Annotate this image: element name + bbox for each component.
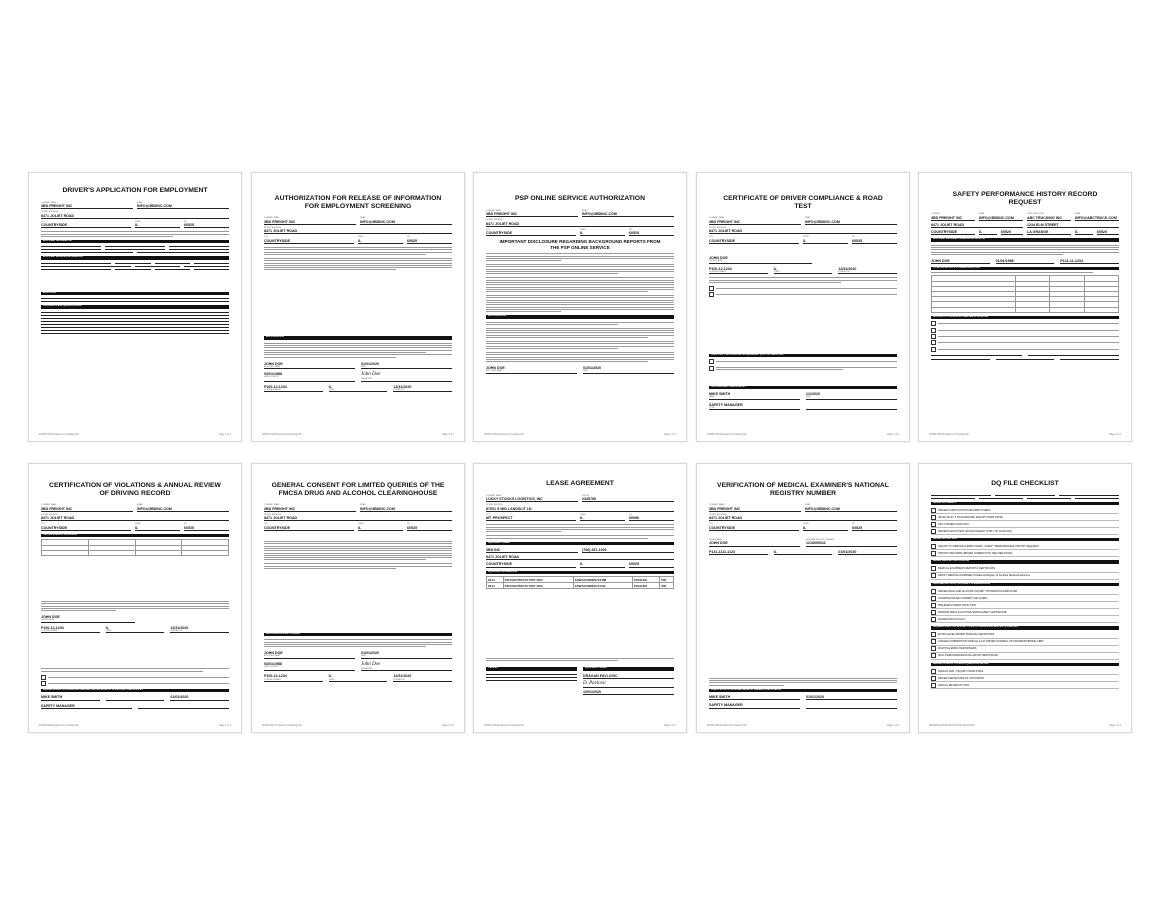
checklist-item-label: MULTIPLE EMPLOYER DRIVERS (938, 647, 977, 651)
page-title: AUTHORIZATION FOR RELEASE OF INFORMATION FOR EMPLOYMENT SCREENING (274, 195, 442, 210)
page-title: PSP ONLINE SERVICE AUTHORIZATION (514, 195, 646, 202)
checklist-item (931, 682, 1119, 689)
applicant-name: JOHN DOE (264, 651, 283, 656)
page-footer: FORM 7001 Prepared by Tracking Hub (39, 434, 79, 436)
checklist-item-label: RANDOM DRUG & ALCOHOL ENROLLMENT CERTIFICATE (938, 610, 1007, 614)
company-zip: 60525 (184, 223, 194, 228)
section-bar: DRUG AND ALCOHOL PROGRAM & CLEARINGHOUSE (931, 583, 1119, 586)
section-bar: ANNUAL REVIEW OF DRIVING RECORD AND CERTIFICATION OF VIOLATIONS COMPLETED BY (41, 689, 229, 692)
checklist-item (931, 609, 1119, 616)
company-city: COUNTRYSIDE (264, 238, 291, 243)
company-address: 8471 JOLIET ROAD (486, 221, 520, 226)
checkbox[interactable] (931, 522, 936, 527)
page-driver-application: DRIVER'S APPLICATION FOR EMPLOYMENT COMPANY NAME 3BD FREIGHT INC EMAIL INFO@3BDINC.COM STREET ADDRESS 8471 JOLIET ROAD CITY COUNTRYSIDE STATE IL ZIP 60525 APPLICANT INFORMATION APPLICANT ADDRESS INFORMATION EDUCATION EXPERIENCE AND QUALIFICATIONS FORM 7001 Prepared by Tracking Hub Page 1 of 1 (28, 172, 242, 442)
checklist-item-label: CLEARINGHOUSE CONSENT AND QUERY (938, 596, 988, 600)
company-email: INFO@3BDINC.COM (805, 506, 840, 511)
license-expiry: 12/31/2020 (393, 384, 412, 389)
company-name: 3BD FREIGHT INC (709, 219, 741, 224)
page-footer: FORM 7009 Prepared by Tracking Hub (707, 725, 747, 727)
checkbox[interactable] (41, 681, 46, 686)
page-number: Page 1 of 1 (442, 725, 454, 727)
page-dq-checklist (918, 463, 1132, 733)
company-zip: 60525 (629, 231, 639, 236)
checklist-item-label: MEDICAL EXAMINER'S REPORT & CERTIFICATE (938, 567, 996, 571)
checklist-item (931, 632, 1119, 639)
section-bar: AUTHORIZATION AND CONSENT (264, 633, 452, 636)
company-address: 8471 JOLIET ROAD (264, 229, 298, 234)
checkbox[interactable] (931, 340, 936, 345)
page-driver-compliance: CERTIFICATE OF DRIVER COMPLIANCE & ROAD TEST COMPANY NAME 3BD FREIGHT INC EMAIL INFO@3BDINC.COM STREET ADDRESS 8471 JOLIET ROAD CITY COUNTRYSIDE STATE IL ZIP 60525 JOHN DOE DRIVER NAME P100-12-1234 LICENSE NUMBER IL STATE 12/31/2020 EXPIRATION ROAD TEST CERTIFICATION OR EQUIVALENT (COPY OF VALID CDL) CERTIFIED AND COMPLETED BY MIKE SMITH NAME 1/1/2020 DATE SAFETY MANAGER TITLE FORM 7004 Prepared by Tracking Hub Page 1 of 1 (696, 172, 910, 442)
page-footer: FORM 7006 Prepared by Tracking Hub (39, 725, 79, 727)
checklist-item (931, 588, 1119, 595)
page-safety-history: SAFETY PERFORMANCE HISTORY RECORD REQUEST COMPANY 3BD FREIGHT INC EMAIL INFO@3BDINC.COM PREV. EMPLOYER ABC TRUCKING INC EMAIL INFO@ABCTRUCK.COM 8471 JOLIET ROAD 1234 ELM STREET COUNTRYSIDE IL 60525 LA GRANGE IL 60525 APPLICANT INFORMATION AND AUTHORIZATION JOHN DOE 01/01/1988 P121-11-1234 TO BE FILLED OUT BY FORMER EMPLOYER ALCOHOL & CONTROLLED SUBSTANCE VIOLATION FORM 7005 Prepared by Tracking Hub Page 1 of 1 (918, 172, 1132, 442)
checklist-item-label: SIGNED DRUG POLICY (938, 617, 966, 621)
page-title: LEASE AGREEMENT (546, 480, 614, 487)
page-title: CERTIFICATION OF VIOLATIONS & ANNUAL REVIEW OF DRIVING RECORD (49, 482, 221, 497)
checkbox[interactable] (931, 347, 936, 352)
page-title: SAFETY PERFORMANCE HISTORY RECORD REQUEST (952, 191, 1098, 206)
carrier-name: LUCKY STOCKS LOGISTICS, INC (486, 497, 543, 501)
checkbox[interactable] (931, 508, 936, 513)
company-city: COUNTRYSIDE (709, 525, 736, 530)
company-state: IL (135, 223, 139, 228)
company-address: 8471 JOLIET ROAD (264, 516, 298, 521)
checklist-item (931, 521, 1119, 528)
driver-name: JOHN DOE (41, 615, 60, 620)
checkbox[interactable] (931, 632, 936, 637)
checklist-item (931, 616, 1119, 623)
license-expiry: 12/31/2020 (393, 674, 412, 679)
company-zip: 60525 (184, 525, 194, 530)
checklist-item-label: DRIVER CERTIFICATE OF VIOLATIONS (938, 676, 984, 680)
equipment-cell: 1DW1A5329BS716488 (573, 577, 632, 583)
equipment-cell: 535 (660, 583, 674, 589)
company-email: INFO@3BDINC.COM (582, 212, 617, 216)
section-bar: ANNUAL UPDATES TO DRIVER QUALIFICATION FILE (931, 663, 1119, 666)
license-number: P121-11-1234 (1060, 258, 1083, 263)
sign-date: 10/01/2020 (583, 689, 601, 694)
carrier-city: MT. PROSPECT (486, 516, 513, 521)
company-city: COUNTRYSIDE (486, 231, 513, 236)
company-state: IL (580, 231, 584, 236)
checkbox[interactable] (931, 683, 936, 688)
checklist-item-label: SKILL PERFORMANCE EVALUATION CERTIFICATE (938, 654, 998, 658)
examiner-title: SAFETY MANAGER (709, 402, 743, 407)
checkbox[interactable] (709, 286, 714, 291)
checkbox[interactable] (931, 617, 936, 622)
checklist-item (931, 550, 1119, 557)
checkbox[interactable] (931, 589, 936, 594)
driver-name: JOHN DOE (709, 541, 728, 546)
license-number: P100-12-1234 (41, 625, 64, 630)
owner-zip: 60525 (629, 562, 639, 567)
section-bar: APPLICANT ADDRESS INFORMATION (41, 256, 229, 259)
checkbox[interactable] (931, 321, 936, 326)
checklist-item-label: PSP CONSENT AND COPY (938, 522, 970, 526)
checkbox[interactable] (931, 610, 936, 615)
company-city: COUNTRYSIDE (264, 525, 291, 530)
equipment-cell: 2014 (487, 583, 504, 589)
checklist-item (931, 668, 1119, 675)
checkbox[interactable] (931, 573, 936, 578)
section-bar: APPLICANT INFORMATION AND AUTHORIZATION (931, 238, 1119, 241)
checkbox[interactable] (931, 328, 936, 333)
section-bar: EDUCATION (41, 292, 229, 295)
section-bar: APPLICANT INFORMATION (41, 240, 229, 243)
section-bar: ROAD TEST CERTIFICATION OR EQUIVALENT (COPY OF VALID CDL) (709, 354, 897, 357)
prev-employer: ABC TRUCKING INC (1027, 215, 1062, 220)
license-expiry: 12/31/2020 (838, 266, 857, 271)
checklist-item (931, 573, 1119, 580)
history-table (931, 275, 1119, 312)
checkbox[interactable] (41, 675, 46, 680)
checklist-item-label: HISTORY RECORDS (DRIVER CORRECTION, RELATED DOCS) (938, 551, 1013, 555)
equipment-cell: TRAILER (632, 577, 659, 583)
section-bar: DRIVER HISTORY FILE (931, 538, 1119, 541)
license-expiry: 12/31/2020 (170, 625, 189, 630)
page-lease-agreement: LEASE AGREEMENT COMPANY NAME LUCKY STOCKS LOGISTICS, INC PHONE 2345789 STREET ADDRESS 87001 S MID LANDSLIT LN CITY MT. PROSPECT STATE IL ZIP 60056 EQUIPMENT OWNER 3BD INC (708) 287-1001 8471 JOLIET ROAD COUNTRYSIDE IL 60525 EQUIPMENT INFORMATION 2014 STOUGHTON 53' DRY VAN 1DW1A5329BS716488 TRAILER 530 2014 STOUGHTON 53' DRY VAN 1DW1A5328ES714411 TRAILER 535 CARRIER EQUIPMENT OWNER DRAGAN PAVLOVIC D. Pavlovic 10/01/2020 FORM 7008 Prepared by Tracking Hub Page 1 of 1 (473, 463, 687, 733)
carrier-state: IL (580, 516, 584, 521)
registry-number: 1216600011 (806, 541, 826, 546)
page-title: CERTIFICATE OF DRIVER COMPLIANCE & ROAD TEST (723, 195, 883, 210)
section-bar: TO BE FILLED OUT BY FORMER EMPLOYER (931, 267, 1119, 270)
company-name: 3BD FREIGHT INC (41, 204, 73, 208)
examiner-name: MIKE SMITH (41, 695, 63, 700)
company-email: INFO@3BDINC.COM (805, 219, 840, 224)
company-email: INFO@3BDINC.COM (360, 219, 395, 224)
review-date: 01/01/2020 (170, 695, 189, 700)
section-bar: DRIVER MEDICAL CERTIFICATION (931, 560, 1119, 563)
checkbox[interactable] (931, 669, 936, 674)
examiner-title: SAFETY MANAGER (41, 703, 75, 708)
exam-date: 1/1/2020 (806, 392, 820, 397)
section-bar: CARRIER (486, 667, 577, 670)
checklist-item (931, 507, 1119, 514)
prev-employer-address: 1234 ELM STREET (1027, 222, 1059, 227)
company-city: COUNTRYSIDE (41, 525, 68, 530)
checklist-item-label: PRE-EMPLOYMENT DRUG TEST (938, 603, 977, 607)
section-bar: EQUIPMENT INFORMATION (486, 571, 674, 574)
checkbox[interactable] (931, 596, 936, 601)
page-footer: FORM 7008 Prepared by Tracking Hub (484, 725, 524, 727)
checklist-item (931, 566, 1119, 573)
license-state: IL (328, 384, 332, 389)
checkbox[interactable] (931, 646, 936, 651)
checkbox[interactable] (931, 566, 936, 571)
checklist-item (931, 514, 1119, 521)
date-of-birth: 03/01/1988 (264, 661, 282, 666)
equipment-cell: 1DW1A5328ES714411 (573, 583, 632, 589)
section-bar: REQUIRED ONLY FOR SPECIAL TYPES OF DRIVERS AND SPECIFIC SITUATIONS (931, 626, 1119, 629)
owner-city: COUNTRYSIDE (486, 562, 513, 567)
sign-date: 01/01/2020 (361, 361, 379, 366)
company-address: 8471 JOLIET ROAD (931, 222, 965, 227)
company-state: IL (358, 238, 362, 243)
checklist-item (931, 543, 1119, 550)
checklist-item (931, 595, 1119, 602)
prev-employer-zip: 60525 (1096, 230, 1107, 234)
examiner-name: MIKE SMITH (709, 392, 731, 397)
company-email: INFO@3BDINC.COM (360, 506, 395, 511)
checklist-item (931, 646, 1119, 653)
company-city: COUNTRYSIDE (41, 223, 68, 228)
company-email: INFO@3BDINC.COM (979, 215, 1014, 220)
owner-signer: DRAGAN PAVLOVIC (583, 673, 618, 678)
checklist-item-label: VERIFY MEDICAL EXAMINER IN National Registry of Certified Medical Examiners (938, 574, 1030, 578)
page-title: DQ FILE CHECKLIST (991, 480, 1059, 487)
equipment-cell: TRAILER (632, 583, 659, 589)
company-name: 3BD FREIGHT INC (709, 506, 741, 511)
license-state: IL (328, 674, 332, 679)
checklist-item (931, 602, 1119, 609)
page-title: VERIFICATION OF MEDICAL EXAMINER'S NATIONAL REGISTRY NUMBER (717, 482, 889, 497)
checklist-sections (931, 502, 1119, 689)
page-number: Page 1 of 1 (442, 434, 454, 436)
sign-date: 01/01/2020 (583, 366, 601, 371)
section-bar: CERTIFIED AND COMPLETED BY (709, 386, 897, 389)
page-title: GENERAL CONSENT FOR LIMITED QUERIES OF THE FMCSA DRUG AND ALCOHOL CLEARINGHOUSE (271, 482, 445, 497)
checkbox[interactable] (931, 334, 936, 339)
company-zip: 60525 (1000, 230, 1011, 234)
carrier-phone: 2345789 (582, 497, 596, 501)
company-zip: 60525 (852, 238, 862, 243)
company-name: 3BD FREIGHT INC (264, 219, 296, 224)
license-number: P121-1111-1123 (709, 549, 735, 554)
company-name: 3BD FREIGHT INC (264, 506, 296, 511)
checklist-item (931, 675, 1119, 682)
owner-phone: (708) 287-1001 (582, 548, 607, 553)
company-state: IL (979, 230, 983, 234)
checkbox[interactable] (709, 292, 714, 297)
company-address: 8471 JOLIET ROAD (709, 516, 743, 521)
equipment-cell: 2014 (487, 577, 504, 583)
carrier-address: 87001 S MID LANDSLIT LN (486, 506, 532, 511)
date-of-birth: 01/01/1988 (995, 258, 1014, 263)
examiner-title: SAFETY MANAGER (709, 703, 743, 708)
page-psp-authorization: PSP ONLINE SERVICE AUTHORIZATION COMPANY NAME 3BD FREIGHT INC EMAIL INFO@3BDINC.COM STREET ADDRESS 8471 JOLIET ROAD CITY COUNTRYSIDE STATE IL ZIP 60525 IMPORTANT DISCLOSURE REGARDING BACKGROUND REPORTS FROM THE PSP ONLINE SERVICE AUTHORIZATION JOHN DOE APPLICANT NAME 01/01/2020 DATE FORM 7003 Prepared by Tracking Hub Page 1 of 1 (473, 172, 687, 442)
equipment-cell: STOUGHTON 53' DRY VAN (503, 583, 573, 589)
checkbox[interactable] (709, 366, 714, 371)
violations-table (41, 539, 229, 556)
license-state: IL (773, 549, 777, 554)
section-bar: DRIVER DOCUMENTS (931, 502, 1119, 505)
company-state: IL (135, 525, 139, 530)
page-number: Page 1 of 1 (219, 434, 231, 436)
applicant-name: JOHN DOE (264, 361, 283, 366)
checkbox[interactable] (709, 359, 714, 364)
page-footer: FORM 7003 Prepared by Tracking Hub (484, 434, 524, 436)
page-clearinghouse-consent: GENERAL CONSENT FOR LIMITED QUERIES OF THE FMCSA DRUG AND ALCOHOL CLEARINGHOUSE COMPANY NAME 3BD FREIGHT INC EMAIL INFO@3BDINC.COM STREET ADDRESS 8471 JOLIET ROAD CITY COUNTRYSIDE STATE IL ZIP 60525 AUTHORIZATION AND CONSENT JOHN DOE APPLICANT NAME 01/01/2020 DATE 03/01/1988 DATE OF BIRTH John Doe SIGNATURE P100-12-1234 LICENSE NUMBER IL STATE 12/31/2020 EXPIRATION FORM 7007 Prepared by Tracking Hub Page 1 of 1 (251, 463, 465, 733)
license-state: IL (773, 266, 777, 271)
license-number: P100-12-1234 (264, 674, 287, 679)
checklist-item-label: DRIVER DRUG AND ALCOHOL INQUIRY TO PREVIOUS EMPLOYER (938, 589, 1018, 593)
company-address: 8471 JOLIET ROAD (41, 516, 75, 521)
page-number: Page 1 of 1 (219, 725, 231, 727)
checklist-item (931, 639, 1119, 646)
license-expiry: 01/01/2020 (838, 549, 857, 554)
checklist-item-label: ANNUAL MVR - INQUIRY FROM STATE (938, 669, 984, 673)
checkbox[interactable] (931, 603, 936, 608)
driver-name: JOHN DOE (709, 256, 728, 261)
signature: John Doe (361, 372, 381, 378)
company-city: COUNTRYSIDE (931, 230, 958, 234)
page-footer: FORM 7005 Prepared by Tracking Hub (929, 434, 969, 436)
checkbox[interactable] (931, 544, 936, 549)
checklist-item-label: DRIVER'S APPLICATION FOR EMPLOYMENT (938, 508, 991, 512)
company-email: INFO@3BDINC.COM (137, 506, 172, 511)
equipment-cell: STOUGHTON 53' DRY VAN (503, 577, 573, 583)
checkbox[interactable] (931, 551, 936, 556)
checkbox[interactable] (931, 515, 936, 520)
page-number: Page 1 of 1 (664, 725, 676, 727)
page-number: Page 1 of 1 (1109, 434, 1121, 436)
page-footer: FORM 7004 Prepared by Tracking Hub (707, 434, 747, 436)
checklist-item-label: LONGER COMBINATION VEHICLE (LCV) DRIVER TRAINING OR GRANDFATHERING CERT (938, 640, 1044, 644)
section-bar: AUTHORIZATION (264, 336, 452, 339)
checklist-item (931, 528, 1119, 535)
examiner-name: MIKE SMITH (709, 695, 731, 700)
page-number: Page 1 of 1 (887, 725, 899, 727)
page-authorization-release: AUTHORIZATION FOR RELEASE OF INFORMATION FOR EMPLOYMENT SCREENING COMPANY NAME 3BD FREIGHT INC EMAIL INFO@3BDINC.COM STREET ADDRESS 8471 JOLIET ROAD CITY COUNTRYSIDE STATE IL ZIP 60525 AUTHORIZATION JOHN DOE APPLICANT NAME 01/01/2020 DATE 03/01/1988 DATE OF BIRTH John Doe SIGNATURE P100-12-1234 LICENSE NUMBER IL STATE 12/31/2020 EXPIRATION FORM 7002 Prepared by Tracking Hub Page 1 of 1 (251, 172, 465, 442)
owner-name: 3BD INC (486, 548, 501, 553)
company-address: 8471 JOLIET ROAD (709, 229, 743, 234)
checklist-item-label: ANNUAL REVIEW OF MVR (938, 683, 970, 687)
company-zip: 60525 (407, 525, 417, 530)
company-name: 3BD FREIGHT INC (486, 212, 518, 216)
verify-date: 01/01/2020 (806, 695, 824, 700)
sign-date: 01/01/2020 (361, 651, 379, 656)
signature: John Doe (361, 661, 381, 667)
owner-state: IL (580, 562, 584, 567)
prev-employer-state: IL (1075, 230, 1079, 234)
equipment-table (486, 576, 674, 589)
section-bar: VERIFICATION OF NATIONAL REGISTRY NUMBER COMPLETED BY (709, 689, 897, 692)
date-of-birth: 03/01/1988 (264, 372, 282, 377)
page-footer: FORM 7002 Prepared by Tracking Hub (262, 434, 302, 436)
owner-address: 8471 JOLIET ROAD (486, 555, 520, 560)
company-zip: 60525 (852, 525, 862, 530)
section-bar: EQUIPMENT OWNER (583, 667, 674, 670)
checkbox[interactable] (931, 529, 936, 534)
prev-employer-email: INFO@ABCTRUCK.COM (1075, 215, 1117, 220)
checklist-item (931, 653, 1119, 660)
license-number: P100-12-1234 (709, 266, 732, 271)
company-state: IL (803, 238, 807, 243)
page-certification-violations: CERTIFICATION OF VIOLATIONS & ANNUAL REVIEW OF DRIVING RECORD COMPANY NAME 3BD FREIGHT INC EMAIL INFO@3BDINC.COM STREET ADDRESS 8471 JOLIET ROAD CITY COUNTRYSIDE STATE IL ZIP 60525 CERTIFICATION OF VIOLATIONS JOHN DOE DRIVER NAME P100-12-1234 LICENSE NUMBER IL STATE 12/31/2020 EXPIRATION ANNUAL REVIEW OF DRIVING RECORD AND CERTIFICATION OF VIOLATIONS COMPLETED BY MIKE SMITH 01/01/2020 SAFETY MANAGER FORM 7006 Prepared by Tracking Hub Page 1 of 1 (28, 463, 242, 733)
checklist-item-label: INQUIRY TO PREVIOUS EMPLOYERS - SAFETY PERFORMANCE HISTORY REQUEST (938, 544, 1039, 548)
checklist-item-label: DRIVER'S ROAD TEST OR EQUIVALENT (COPY OF VALID CDL) (938, 529, 1013, 533)
company-name: 3BD FREIGHT INC (41, 506, 73, 511)
page-number: Page 1 of 1 (887, 434, 899, 436)
applicant-name: JOHN DOE (486, 366, 505, 371)
page-footer: FORM 7007 Prepared by Tracking Hub (262, 725, 302, 727)
company-zip: 60525 (407, 238, 417, 243)
page-number: Page 1 of 1 (664, 434, 676, 436)
page-title: DRIVER'S APPLICATION FOR EMPLOYMENT (62, 187, 208, 194)
prev-employer-city: LA GRANGE (1027, 230, 1049, 234)
company-email: INFO@3BDINC.COM (137, 204, 172, 208)
equipment-cell: 530 (660, 577, 674, 583)
section-bar: ALCOHOL & CONTROLLED SUBSTANCE VIOLATION (931, 316, 1119, 319)
checkbox[interactable] (931, 676, 936, 681)
checkbox[interactable] (931, 639, 936, 644)
company-name: 3BD FREIGHT INC (931, 215, 963, 220)
section-bar: EQUIPMENT OWNER (486, 542, 674, 545)
section-bar: AUTHORIZATION (486, 315, 674, 318)
section-bar: EXPERIENCE AND QUALIFICATIONS (41, 305, 229, 308)
company-state: IL (803, 525, 807, 530)
section-bar: CERTIFICATION OF VIOLATIONS (41, 534, 229, 537)
page-subtitle: IMPORTANT DISCLOSURE REGARDING BACKGROUND REPORTS FROM THE PSP ONLINE SERVICE (499, 239, 661, 250)
page-number: Page 1 of 1 (1109, 725, 1121, 727)
license-state: IL (105, 625, 109, 630)
applicant-name: JOHN DOE (931, 258, 950, 263)
equipment-row (487, 583, 674, 589)
carrier-zip: 60056 (629, 516, 639, 521)
checkbox[interactable] (931, 653, 936, 658)
company-address: 8471 JOLIET ROAD (41, 213, 75, 218)
company-state: IL (358, 525, 362, 530)
company-city: COUNTRYSIDE (709, 238, 736, 243)
signature: D. Pavlovic (583, 680, 607, 686)
checklist-item-label: INITIAL MVR / 3 YEAR RECORD INQUIRY FORM STATE (938, 515, 1003, 519)
page-medical-examiner-verification: VERIFICATION OF MEDICAL EXAMINER'S NATIONAL REGISTRY NUMBER COMPANY NAME 3BD FREIGHT INC EMAIL INFO@3BDINC.COM STREET ADDRESS 8471 JOLIET ROAD CITY COUNTRYSIDE STATE IL ZIP 60525 DRIVER NAME JOHN DOE NATIONAL REGISTRY NUMBER 1216600011 P121-1111-1123 IL 01/01/2020 VERIFICATION OF NATIONAL REGISTRY NUMBER COMPLETED BY MIKE SMITH 01/01/2020 SAFETY MANAGER FORM 7009 Prepared by Tracking Hub Page 1 of 1 (696, 463, 910, 733)
license-number: P100-12-1234 (264, 384, 287, 389)
page-footer: DRIVER QUALIFICATION FILE CHECKLIST (929, 725, 975, 727)
checklist-item-label: ENTRY-LEVEL DRIVER TRAINING CERTIFICATE (938, 633, 995, 637)
